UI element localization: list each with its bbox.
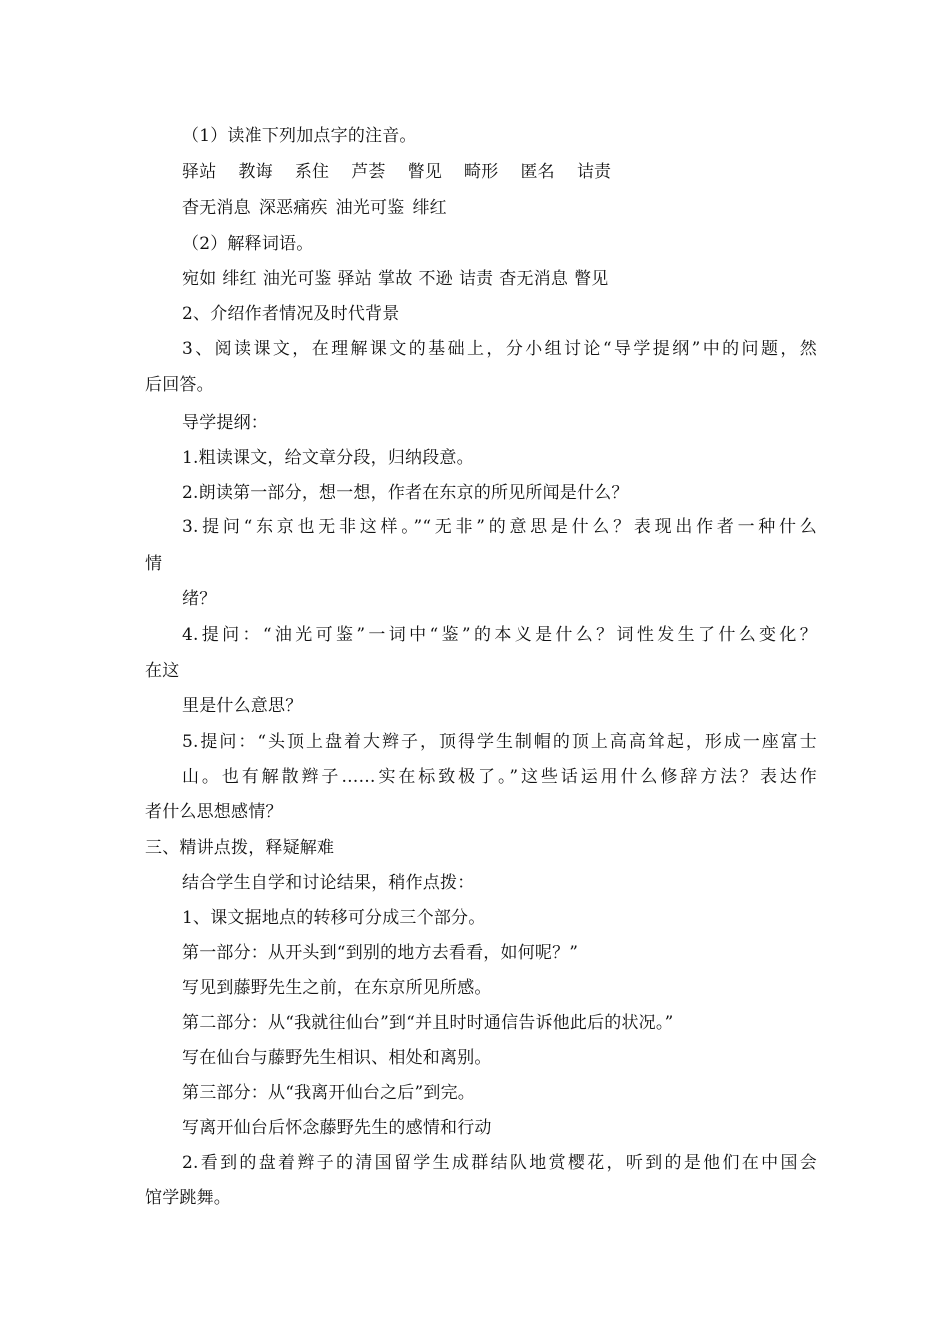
vocab-word: 瞥见 xyxy=(407,162,443,182)
outline-q3-line-2: 情 xyxy=(145,554,163,574)
vocab-word: 深恶痛疾 xyxy=(258,198,328,218)
vocab-word: 畸形 xyxy=(464,162,499,182)
vocab-word: 杳无消息 xyxy=(499,269,569,289)
vocab-word: 不逊 xyxy=(418,269,453,289)
vocab-word: 瞥见 xyxy=(574,269,609,289)
vocab-word: 掌故 xyxy=(378,269,413,289)
outline-q5-line-3: 者什么思想感情？ xyxy=(145,802,283,822)
item-2: 2、介绍作者情况及时代背景 xyxy=(182,304,400,324)
vocab-word: 杳无消息 xyxy=(182,198,251,218)
section-3-point-2-line-1: 2.看到的盘着辫子的清国留学生成群结队地赏樱花，听到的是他们在中国会 xyxy=(182,1153,817,1173)
outline-title: 导学提纲： xyxy=(182,413,268,433)
part-3-desc: 写离开仙台后怀念藤野先生的感情和行动 xyxy=(182,1118,492,1138)
part-3-range: 第三部分：从“我离开仙台之后”到完。 xyxy=(182,1083,475,1103)
section-3-point-1: 1、课文据地点的转移可分成三个部分。 xyxy=(182,908,486,928)
vocab-word: 油光可鉴 xyxy=(335,198,405,218)
vocab-word: 驿站 xyxy=(337,269,373,289)
section-3-intro: 结合学生自学和讨论结果，稍作点拨： xyxy=(182,873,475,893)
vocab-list-3 xyxy=(182,267,817,291)
section-3-heading: 三、精讲点拨，释疑解难 xyxy=(145,838,335,858)
part-1-desc: 写见到藤野先生之前，在东京所见所感。 xyxy=(182,978,492,998)
part-2-desc: 写在仙台与藤野先生相识、相处和离别。 xyxy=(182,1048,492,1068)
outline-q5-line-1: 5.提问：“头顶上盘着大辫子，顶得学生制帽的顶上高高耸起，形成一座富士 xyxy=(182,732,817,752)
sub2-title: （2）解释词语。 xyxy=(182,234,314,254)
outline-q1: 1.粗读课文，给文章分段，归纳段意。 xyxy=(182,448,474,468)
vocab-word: 系住 xyxy=(294,162,330,182)
outline-q4-line-1: 4.提问：“油光可鉴”一词中“鉴”的本义是什么？词性发生了什么变化？ xyxy=(182,625,817,645)
vocab-word: 诘责 xyxy=(576,162,612,182)
vocab-list-1 xyxy=(182,160,817,184)
vocab-word: 绯红 xyxy=(222,269,257,289)
outline-q3-line-1: 3.提问“东京也无非这样。”“无非”的意思是什么？表现出作者一种什么 xyxy=(182,517,817,537)
part-2-range: 第二部分：从“我就往仙台”到“并且时时通信告诉他此后的状况。” xyxy=(182,1013,674,1033)
outline-q3-line-3: 绪？ xyxy=(182,589,217,609)
section-3-point-2-line-2: 馆学跳舞。 xyxy=(145,1188,231,1208)
vocab-word: 宛如 xyxy=(182,269,217,289)
vocab-word: 油光可鉴 xyxy=(262,269,332,289)
part-1-range: 第一部分：从开头到“到别的地方去看看，如何呢？” xyxy=(182,943,579,963)
item-3-line-1: 3、阅读课文，在理解课文的基础上，分小组讨论“导学提纲”中的问题，然 xyxy=(182,339,817,359)
vocab-word: 芦荟 xyxy=(351,162,386,182)
vocab-word: 诘责 xyxy=(458,269,494,289)
vocab-list-2 xyxy=(182,196,817,220)
outline-q4-line-3: 里是什么意思？ xyxy=(182,696,303,716)
vocab-word: 教诲 xyxy=(238,162,273,182)
outline-q2: 2.朗读第一部分，想一想，作者在东京的所见所闻是什么？ xyxy=(182,483,629,503)
item-3-line-2: 后回答。 xyxy=(145,375,214,395)
vocab-word: 绯红 xyxy=(412,198,447,218)
sub1-title: （1）读准下列加点字的注音。 xyxy=(182,126,417,146)
vocab-word: 匿名 xyxy=(520,162,555,182)
outline-q5-line-2: 山。也有解散辫子……实在标致极了。”这些话运用什么修辞方法？表达作 xyxy=(182,767,817,787)
outline-q4-line-2: 在这 xyxy=(145,661,180,681)
vocab-word: 驿站 xyxy=(182,162,217,182)
